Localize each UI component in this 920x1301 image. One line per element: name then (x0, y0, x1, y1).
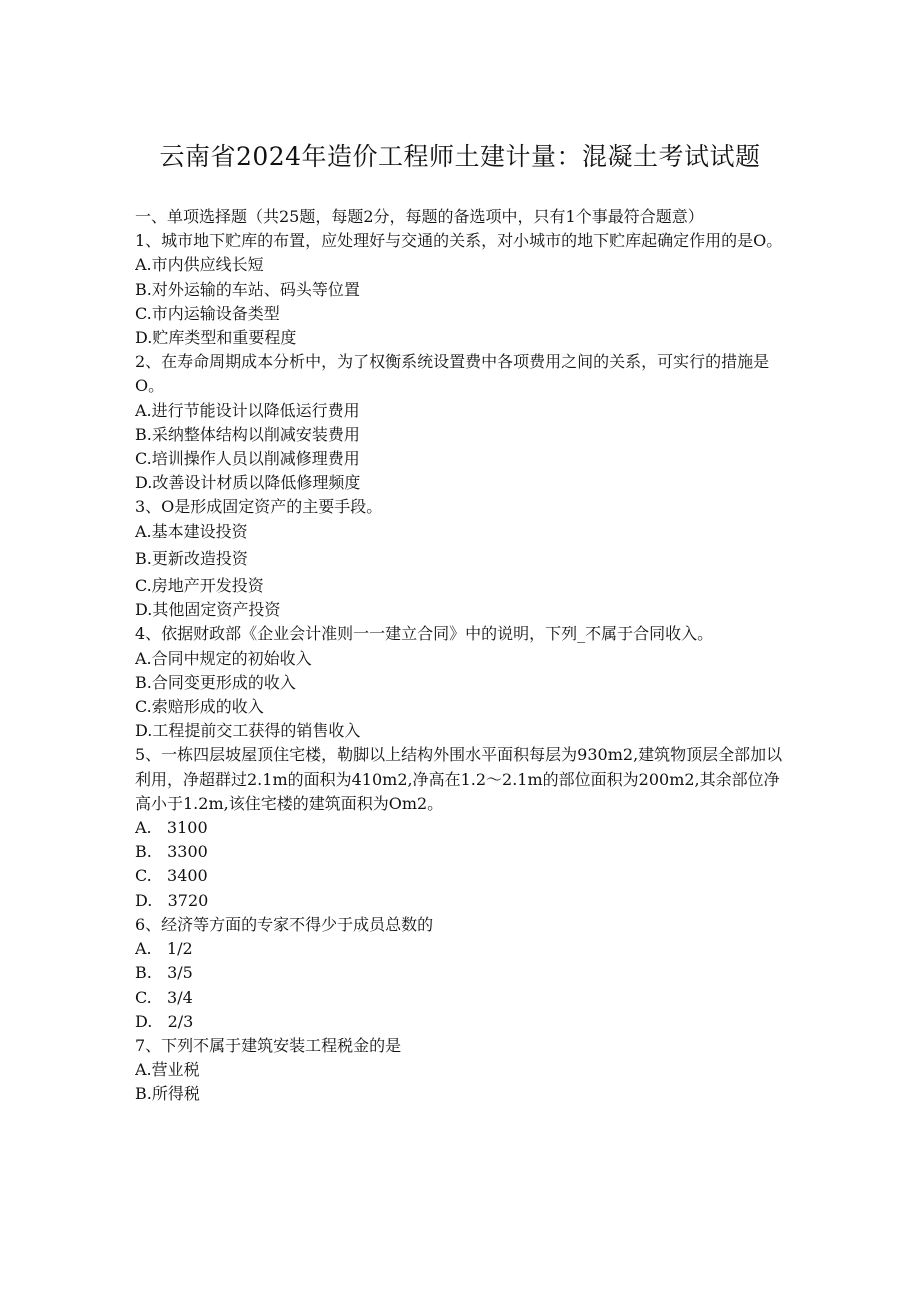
question-5 (135, 743, 785, 912)
option-b: B. 3/5 (135, 963, 193, 983)
question-6 (135, 913, 785, 1034)
option-c: C. 3400 (135, 866, 208, 886)
option-a: A.基本建设投资 (135, 521, 248, 541)
question-stem: 3、O是形成固定资产的主要手段。 (135, 497, 383, 517)
question-stem: 1、城市地下贮库的布置，应处理好与交通的关系，对小城市的地下贮库起确定作用的是O。 (135, 231, 783, 251)
option-a: A.营业税 (135, 1060, 200, 1080)
option-c: C. 3/4 (135, 987, 193, 1007)
question-1 (135, 229, 785, 350)
option-d: D. 2/3 (135, 1011, 194, 1031)
option-d: D.工程提前交工获得的销售收入 (135, 721, 361, 741)
option-c: C.市内运输设备类型 (135, 303, 280, 323)
option-b: B.合同变更形成的收入 (135, 672, 296, 692)
option-d: D.其他固定资产投资 (135, 600, 281, 620)
option-a: A. 1/2 (135, 939, 193, 959)
question-stem: 2、在寿命周期成本分析中，为了权衡系统设置费中各项费用之间的关系，可实行的措施是O。 (135, 352, 770, 396)
option-a: A. 3100 (135, 818, 208, 838)
option-a: A.进行节能设计以降低运行费用 (135, 400, 360, 420)
option-d: D.改善设计材质以降低修理频度 (135, 473, 361, 493)
option-b: B.更新改造投资 (135, 548, 248, 568)
question-7 (135, 1034, 785, 1107)
option-c: C.房地产开发投资 (135, 576, 264, 596)
option-c: C.培训操作人员以削减修理费用 (135, 449, 360, 469)
question-stem: 4、依据财政部《企业会计准则一一建立合同》中的说明，下列_不属于合同收入。 (135, 624, 714, 644)
question-2 (135, 350, 785, 495)
question-3 (135, 495, 785, 622)
question-stem: 7、下列不属于建筑安装工程税金的是 (135, 1035, 402, 1055)
document-title: 云南省2024年造价工程师土建计量：混凝土考试试题 (159, 142, 761, 171)
option-a: A.合同中规定的初始收入 (135, 648, 312, 668)
option-b: B.所得税 (135, 1084, 200, 1104)
section-heading: 一、单项选择题（共25题，每题2分，每题的备选项中，只有1个事最符合题意） (135, 207, 704, 226)
option-b: B.对外运输的车站、码头等位置 (135, 279, 360, 299)
option-a: A.市内供应线长短 (135, 255, 264, 275)
option-b: B.采纳整体结构以削减安装费用 (135, 424, 360, 444)
question-4 (135, 622, 785, 743)
question-stem: 5、一栋四层坡屋顶住宅楼，勒脚以上结构外围水平面积每层为930m2,建筑物顶层全部加以利用，净超群过2.1m的面积为410m2,净高在1.2～2.1m的部位面积为200m2,其余部位净高小于1.2m,该住宅楼的建筑面积为Om2。 (135, 745, 783, 813)
option-d: D.贮库类型和重要程度 (135, 328, 297, 348)
question-stem: 6、经济等方面的专家不得少于成员总数的 (135, 914, 434, 934)
option-b: B. 3300 (135, 842, 208, 862)
option-c: C.索赔形成的收入 (135, 697, 264, 717)
option-d: D. 3720 (135, 890, 209, 910)
document-body (135, 205, 785, 1107)
